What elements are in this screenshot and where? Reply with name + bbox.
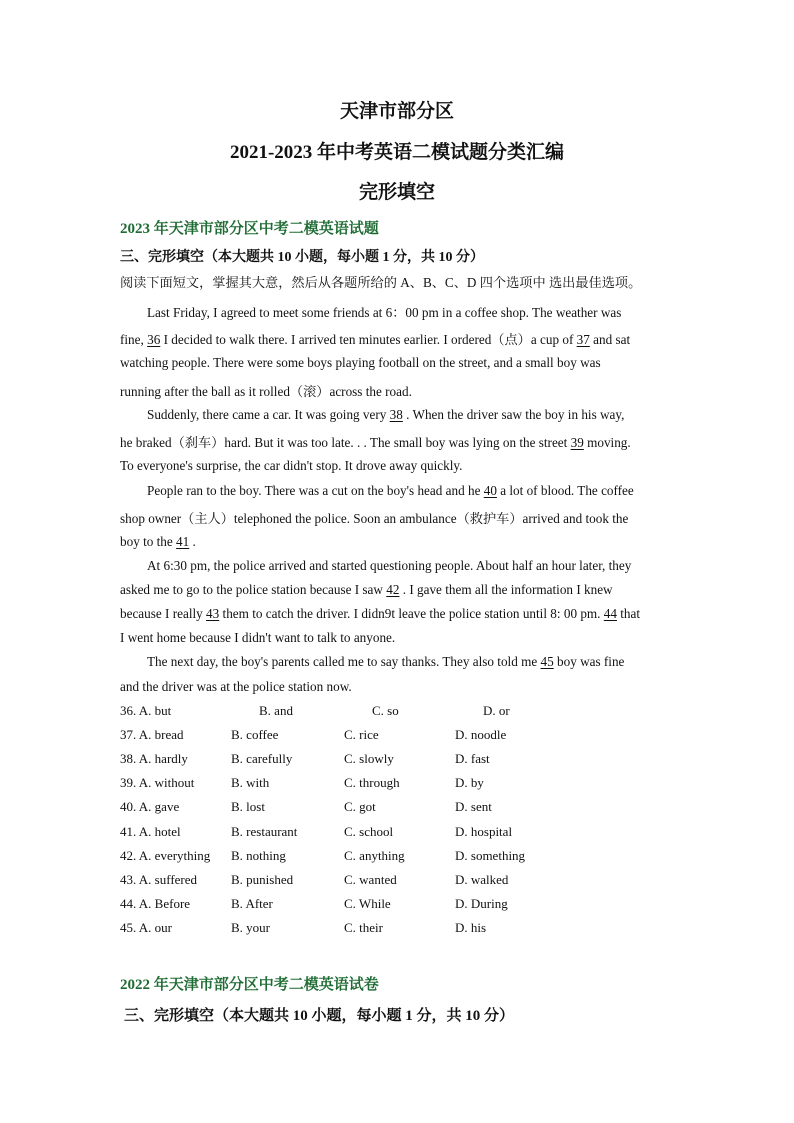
option-d: D. or (483, 703, 510, 718)
doc-title-main: 2021-2023 年中考英语二模试题分类汇编 (229, 142, 565, 163)
option-c: C. so (372, 703, 399, 718)
section-2022-subheading: 三、完形填空（本大题共 10 小题，每小题 1 分，共 10 分） (124, 1008, 515, 1024)
doc-title-region: 天津市部分区 (339, 101, 454, 122)
option-a: 40. A. gave (120, 799, 180, 814)
passage-line: shop owner（主人）telephoned the police. Soon an ambulance（救护车）arrived and took the (120, 511, 629, 526)
option-d: D. noodle (455, 727, 507, 742)
passage-line: running after the ball as it rolled（滚）across the road. (120, 384, 412, 399)
passage-line: boy to the 41 . (120, 534, 196, 549)
options-row-44 (120, 896, 680, 916)
options-row-39 (120, 775, 680, 795)
option-d: D. by (455, 775, 484, 790)
section-2022-heading: 2022 年天津市部分区中考二模英语试卷 (120, 977, 379, 993)
passage-line: I went home because I didn't want to talk to anyone. (120, 630, 396, 645)
option-b: B. carefully (231, 751, 293, 766)
options-row-40 (120, 799, 680, 819)
option-b: B. nothing (231, 848, 286, 863)
passage-line: he braked（刹车）hard. But it was too late. . . The small boy was lying on the street 39 moving. (120, 435, 631, 450)
option-d: D. During (455, 896, 508, 911)
option-c: C. wanted (344, 872, 397, 887)
passage-line: because I really 43 them to catch the driver. I didn9t leave the police station until 8: 00 pm. 44 that (120, 606, 641, 621)
blank-42: 42 (386, 582, 400, 597)
option-c: C. their (344, 920, 383, 935)
blank-40: 40 (483, 483, 497, 498)
option-d: D. his (455, 920, 487, 935)
option-a: 44. A. Before (120, 896, 191, 911)
option-c: C. school (344, 824, 394, 839)
blank-44: 44 (603, 606, 617, 621)
option-b: B. restaurant (231, 824, 298, 839)
option-a: 45. A. our (120, 920, 172, 935)
option-b: B. punished (231, 872, 294, 887)
options-row-42 (120, 848, 680, 868)
section-2023-heading: 2023 年天津市部分区中考二模英语试题 (120, 221, 379, 237)
passage-line: The next day, the boy's parents called me to say thanks. They also told me 45 boy was fine (147, 654, 625, 669)
passage-line: People ran to the boy. There was a cut on the boy's head and he 40 a lot of blood. The coffee (147, 483, 634, 498)
option-a: 36. A. but (120, 703, 172, 718)
passage-line: and the driver was at the police station now. (120, 679, 352, 694)
option-d: D. sent (455, 799, 492, 814)
option-a: 41. A. hotel (120, 824, 181, 839)
passage-line: watching people. There were some boys playing football on the street, and a small boy was (120, 355, 601, 370)
option-a: 38. A. hardly (120, 751, 188, 766)
option-d: D. hospital (455, 824, 513, 839)
options-row-36 (120, 703, 680, 723)
option-c: C. slowly (344, 751, 394, 766)
passage-line: asked me to go to the police station because I saw 42 . I gave them all the information I knew (120, 582, 613, 597)
blank-39: 39 (570, 435, 584, 450)
option-b: B. with (231, 775, 270, 790)
passage-line: At 6:30 pm, the police arrived and started questioning people. About half an hour later, they (147, 558, 632, 573)
option-d: D. walked (455, 872, 509, 887)
option-b: B. coffee (231, 727, 279, 742)
option-c: C. through (344, 775, 400, 790)
passage-line: Last Friday, I agreed to meet some friends at 6：00 pm in a coffee shop. The weather was (147, 305, 622, 320)
option-b: B. your (231, 920, 270, 935)
option-d: D. fast (455, 751, 490, 766)
blank-36: 36 (147, 332, 161, 347)
option-c: C. While (344, 896, 391, 911)
options-row-37 (120, 727, 680, 747)
option-b: B. lost (231, 799, 265, 814)
instruction-text: 阅读下面短文，掌握其大意，然后从各题所给的 A、B、C、D 四个选项中 选出最佳选项。 (120, 275, 642, 290)
blank-45: 45 (540, 654, 554, 669)
blank-43: 43 (206, 606, 220, 621)
option-b: B. After (231, 896, 273, 911)
options-row-43 (120, 872, 680, 892)
option-a: 37. A. bread (120, 727, 184, 742)
options-row-41 (120, 824, 680, 844)
passage-line: To everyone's surprise, the car didn't stop. It drove away quickly. (120, 458, 463, 473)
option-c: C. got (344, 799, 376, 814)
option-d: D. something (455, 848, 526, 863)
option-a: 43. A. suffered (120, 872, 198, 887)
option-a: 39. A. without (120, 775, 195, 790)
options-row-45 (120, 920, 680, 940)
options-row-38 (120, 751, 680, 771)
doc-title-topic: 完形填空 (358, 182, 435, 203)
passage-line: Suddenly, there came a car. It was going very 38 . When the driver saw the boy in his way, (147, 407, 625, 422)
blank-38: 38 (389, 407, 403, 422)
option-c: C. rice (344, 727, 379, 742)
passage-line: fine, 36 I decided to walk there. I arrived ten minutes earlier. I ordered（点）a cup of 37 and sat (120, 332, 631, 347)
section-2023-subheading: 三、完形填空（本大题共 10 小题，每小题 1 分，共 10 分） (120, 250, 484, 265)
option-a: 42. A. everything (120, 848, 211, 863)
option-c: C. anything (344, 848, 405, 863)
option-b: B. and (259, 703, 293, 718)
blank-41: 41 (176, 534, 190, 549)
blank-37: 37 (576, 332, 590, 347)
